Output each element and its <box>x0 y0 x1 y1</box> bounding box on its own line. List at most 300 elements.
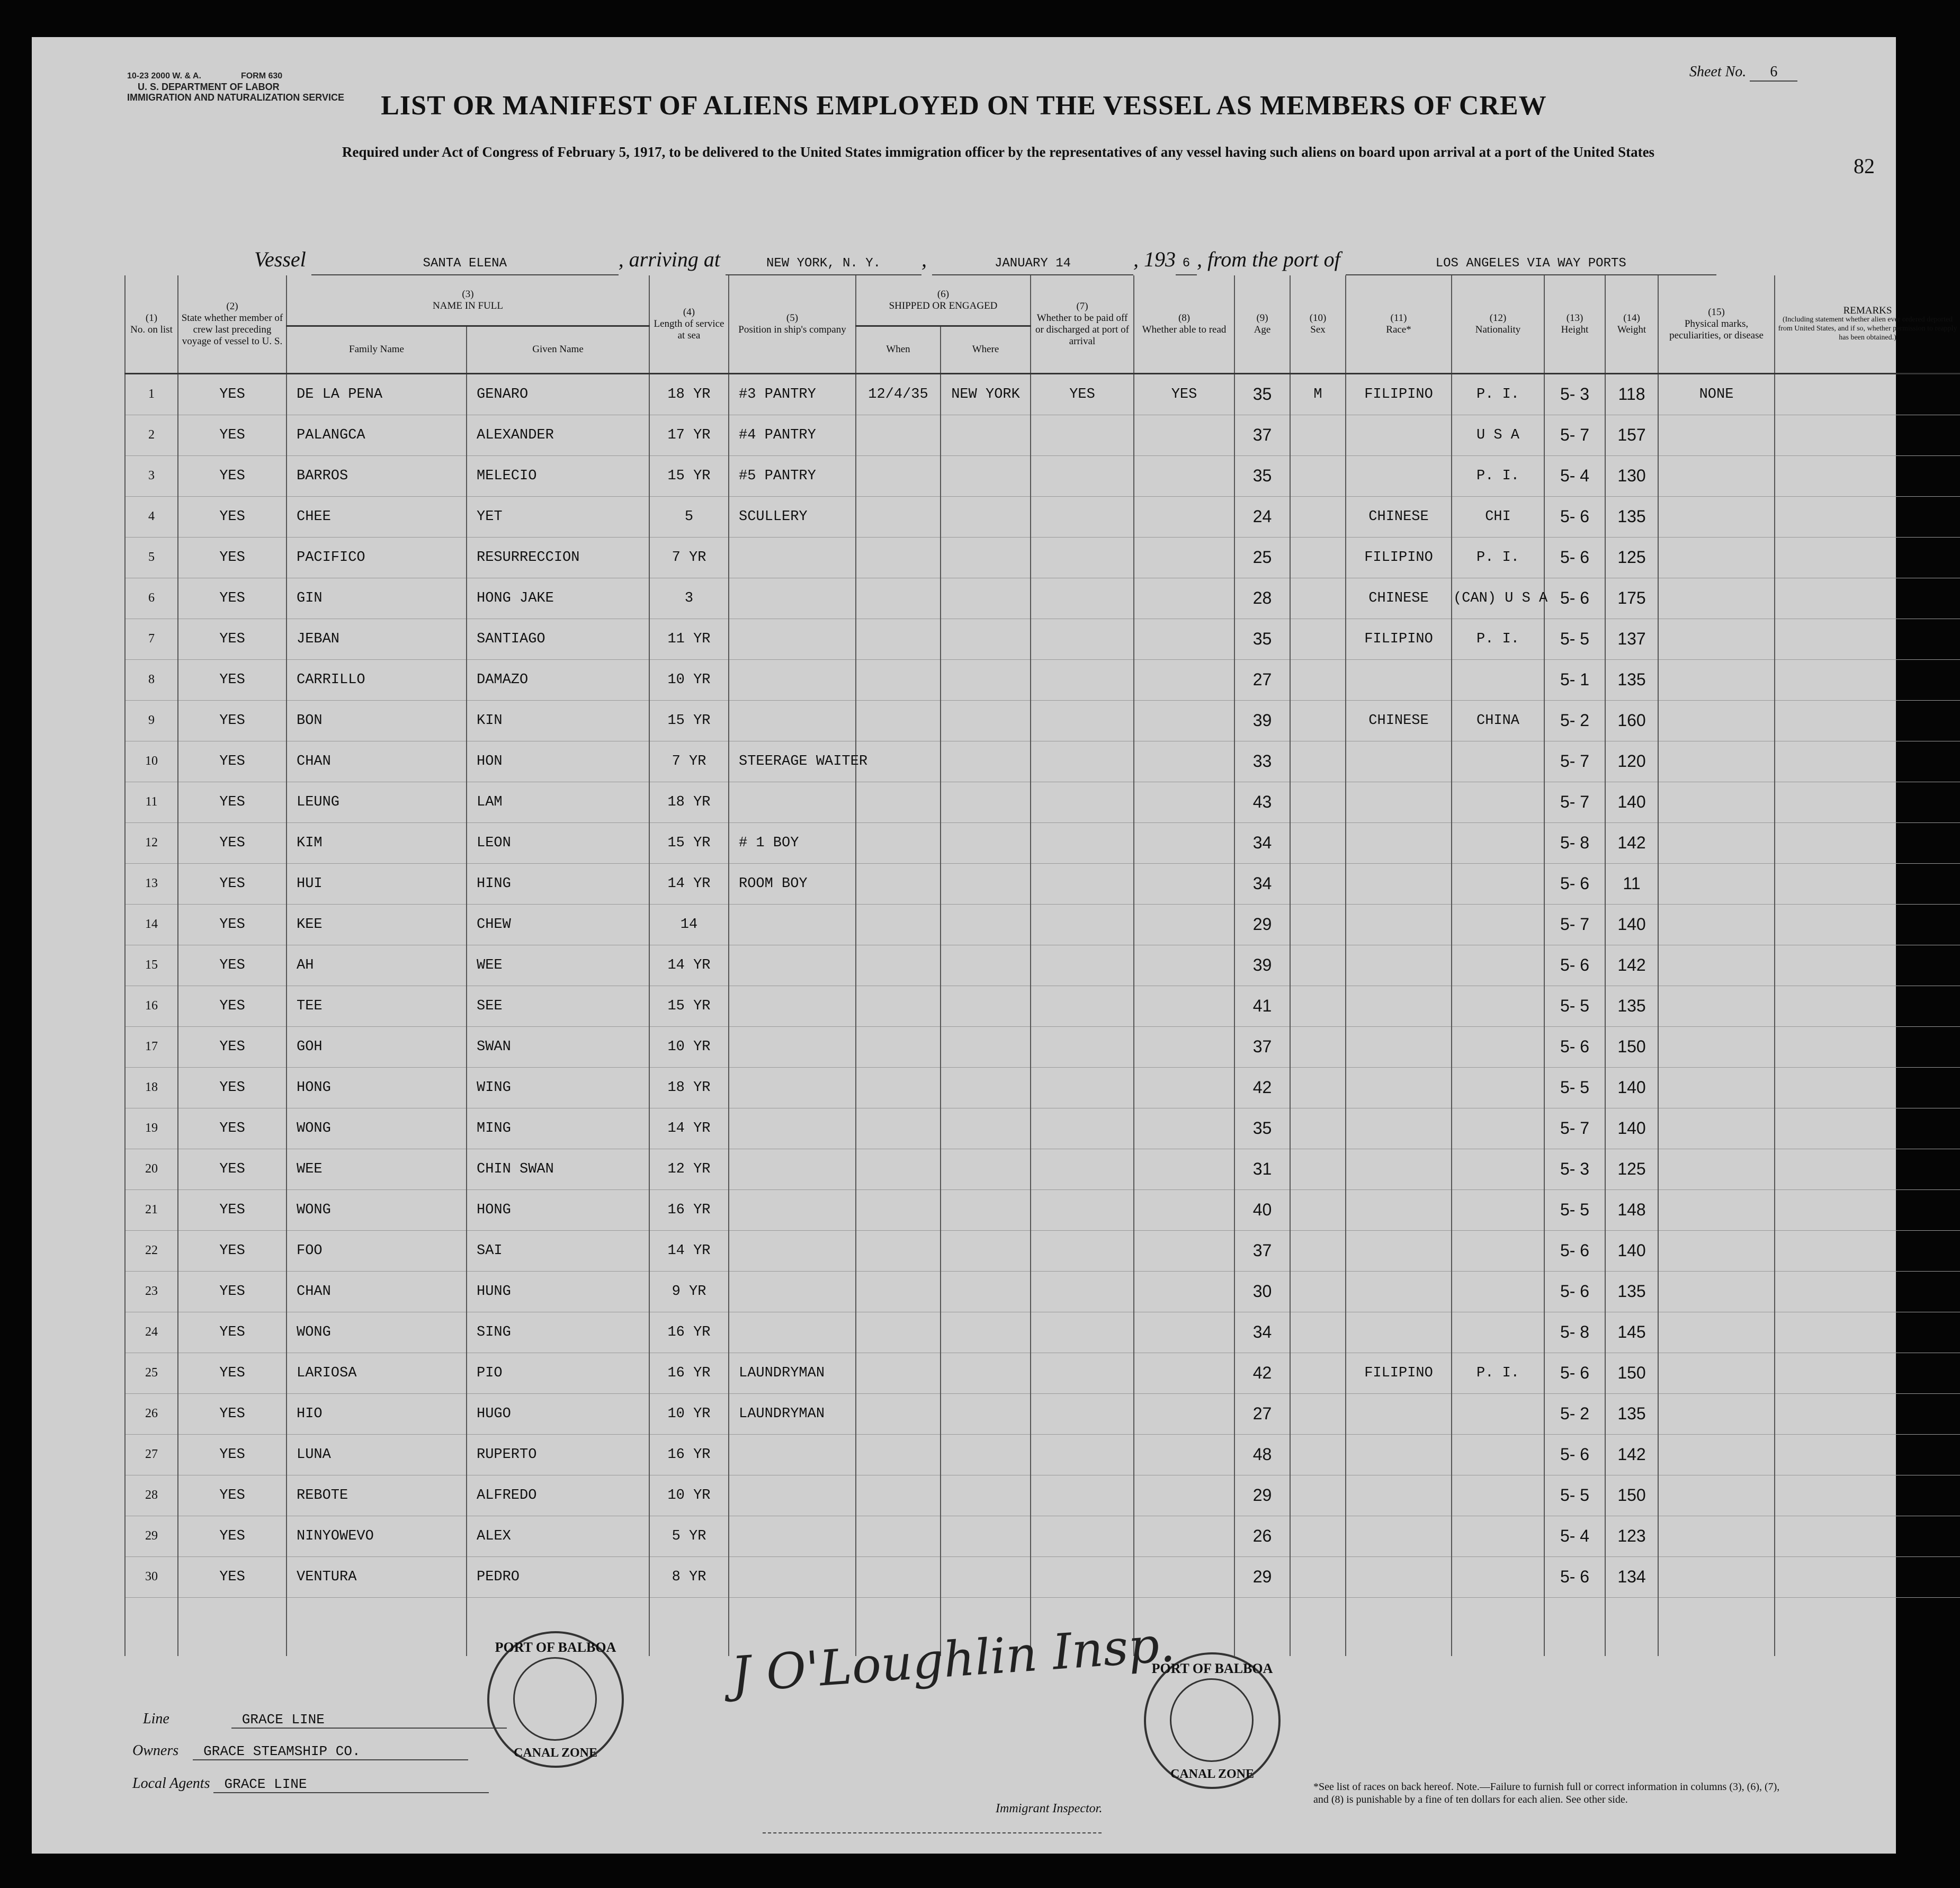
vessel-line <box>254 247 1716 275</box>
sex-cell <box>1290 945 1346 986</box>
remarks-cell <box>1775 700 1960 741</box>
shipped-where-cell <box>941 1353 1031 1393</box>
remarks-cell <box>1775 373 1960 415</box>
weight-cell: 157 <box>1605 415 1658 455</box>
age-cell: 35 <box>1234 1108 1290 1149</box>
previous-voyage-cell: YES <box>178 578 287 619</box>
service-length-cell: 16 YR <box>649 1434 729 1475</box>
sex-cell <box>1290 1189 1346 1230</box>
physical-marks-cell <box>1658 782 1775 822</box>
sex-cell <box>1290 496 1346 537</box>
given-name-cell: HING <box>467 863 649 904</box>
able-to-read-cell <box>1134 659 1234 700</box>
inspector-signature-line <box>763 1832 1102 1833</box>
header-paid-off: (7) Whether to be paid off or discharged at port of arrival <box>1031 275 1134 373</box>
shipped-where-cell <box>941 537 1031 578</box>
service-length-cell: 15 YR <box>649 455 729 496</box>
height-cell: 5- 7 <box>1544 1108 1605 1149</box>
given-name-cell: MING <box>467 1108 649 1149</box>
nationality-cell <box>1452 1271 1544 1312</box>
family-name-cell: GOH <box>287 1026 467 1067</box>
remarks-cell <box>1775 1556 1960 1597</box>
weight-cell: 135 <box>1605 986 1658 1026</box>
race-cell: FILIPINO <box>1346 619 1452 659</box>
previous-voyage-cell: YES <box>178 1067 287 1108</box>
age-cell: 26 <box>1234 1516 1290 1556</box>
nationality-cell <box>1452 1312 1544 1353</box>
table-row <box>125 1149 1960 1189</box>
year-label: , 193 <box>1133 247 1176 271</box>
able-to-read-cell <box>1134 1271 1234 1312</box>
previous-voyage-cell: YES <box>178 659 287 700</box>
previous-voyage-cell: YES <box>178 1189 287 1230</box>
able-to-read-cell <box>1134 1149 1234 1189</box>
row-number-cell: 22 <box>125 1230 178 1271</box>
table-row <box>125 1230 1960 1271</box>
table-row <box>125 741 1960 782</box>
race-cell <box>1346 1230 1452 1271</box>
family-name-cell: GIN <box>287 578 467 619</box>
given-name-cell: RUPERTO <box>467 1434 649 1475</box>
weight-cell: 140 <box>1605 1230 1658 1271</box>
blank-cell <box>125 1597 178 1656</box>
age-cell: 39 <box>1234 700 1290 741</box>
race-cell: FILIPINO <box>1346 537 1452 578</box>
sex-cell <box>1290 1067 1346 1108</box>
nationality-cell: P. I. <box>1452 373 1544 415</box>
able-to-read-cell: YES <box>1134 373 1234 415</box>
table-row <box>125 700 1960 741</box>
shipped-when-cell <box>856 455 941 496</box>
age-cell: 42 <box>1234 1353 1290 1393</box>
row-number-cell: 7 <box>125 619 178 659</box>
height-cell: 5- 6 <box>1544 1026 1605 1067</box>
shipped-when-cell <box>856 578 941 619</box>
header-sex: (10) Sex <box>1290 275 1346 373</box>
table-row <box>125 496 1960 537</box>
previous-voyage-cell: YES <box>178 1556 287 1597</box>
paid-off-cell <box>1031 537 1134 578</box>
sex-cell <box>1290 1149 1346 1189</box>
given-name-cell: SWAN <box>467 1026 649 1067</box>
shipped-where-cell <box>941 1556 1031 1597</box>
stamp-top-text: PORT OF BALBOA <box>1151 1661 1273 1676</box>
header-nationality: (12) Nationality <box>1452 275 1544 373</box>
paid-off-cell <box>1031 700 1134 741</box>
remarks-cell <box>1775 1475 1960 1516</box>
remarks-cell <box>1775 415 1960 455</box>
given-name-cell: GENARO <box>467 373 649 415</box>
nationality-cell <box>1452 1516 1544 1556</box>
service-length-cell: 16 YR <box>649 1189 729 1230</box>
physical-marks-cell <box>1658 986 1775 1026</box>
service-length-cell: 12 YR <box>649 1149 729 1189</box>
footnote: *See list of races on back hereof. Note.—Failure to furnish full or correct information in columns (3), (6), (7), and (8) is punishable by a fine of ten dollars for each alien. See other side. <box>1313 1781 1780 1805</box>
shipped-where-cell <box>941 741 1031 782</box>
paid-off-cell <box>1031 1149 1134 1189</box>
position-cell <box>729 782 856 822</box>
position-cell <box>729 986 856 1026</box>
service-length-cell: 15 YR <box>649 986 729 1026</box>
arrival-port: NEW YORK, N. Y. <box>726 256 921 275</box>
height-cell: 5- 6 <box>1544 1353 1605 1393</box>
nationality-cell <box>1452 904 1544 945</box>
able-to-read-cell <box>1134 1434 1234 1475</box>
position-cell <box>729 1189 856 1230</box>
given-name-cell: SING <box>467 1312 649 1353</box>
row-number-cell: 4 <box>125 496 178 537</box>
family-name-cell: HONG <box>287 1067 467 1108</box>
vessel-name: SANTA ELENA <box>311 256 619 275</box>
race-cell <box>1346 1067 1452 1108</box>
blank-cell <box>1452 1597 1544 1656</box>
height-cell: 5- 6 <box>1544 863 1605 904</box>
balboa-stamp <box>1144 1652 1281 1789</box>
position-cell: LAUNDRYMAN <box>729 1353 856 1393</box>
weight-cell: 150 <box>1605 1353 1658 1393</box>
able-to-read-cell <box>1134 1108 1234 1149</box>
previous-voyage-cell: YES <box>178 863 287 904</box>
paid-off-cell <box>1031 1230 1134 1271</box>
weight-cell: 135 <box>1605 659 1658 700</box>
age-cell: 27 <box>1234 659 1290 700</box>
service: IMMIGRATION AND NATURALIZATION SERVICE <box>127 92 344 103</box>
weight-cell: 140 <box>1605 904 1658 945</box>
nationality-cell <box>1452 1149 1544 1189</box>
blank-cell <box>1544 1597 1605 1656</box>
position-cell <box>729 1312 856 1353</box>
service-length-cell: 14 YR <box>649 945 729 986</box>
position-cell: #5 PANTRY <box>729 455 856 496</box>
race-cell <box>1346 1434 1452 1475</box>
shipped-where-cell <box>941 1189 1031 1230</box>
given-name-cell: ALFREDO <box>467 1475 649 1516</box>
nationality-cell: CHI <box>1452 496 1544 537</box>
shipped-when-cell <box>856 1434 941 1475</box>
able-to-read-cell <box>1134 782 1234 822</box>
position-cell <box>729 1026 856 1067</box>
previous-voyage-cell: YES <box>178 1434 287 1475</box>
height-cell: 5- 6 <box>1544 537 1605 578</box>
given-name-cell: SEE <box>467 986 649 1026</box>
age-cell: 33 <box>1234 741 1290 782</box>
age-cell: 37 <box>1234 415 1290 455</box>
shipped-where-cell: NEW YORK <box>941 373 1031 415</box>
remarks-cell <box>1775 1516 1960 1556</box>
previous-voyage-cell: YES <box>178 986 287 1026</box>
remarks-cell <box>1775 1026 1960 1067</box>
paid-off-cell <box>1031 741 1134 782</box>
sex-cell <box>1290 659 1346 700</box>
blank-cell <box>1290 1597 1346 1656</box>
age-cell: 42 <box>1234 1067 1290 1108</box>
service-length-cell: 18 YR <box>649 782 729 822</box>
row-number-cell: 27 <box>125 1434 178 1475</box>
paid-off-cell <box>1031 1475 1134 1516</box>
given-name-cell: LEON <box>467 822 649 863</box>
physical-marks-cell <box>1658 537 1775 578</box>
able-to-read-cell <box>1134 1516 1234 1556</box>
age-cell: 30 <box>1234 1271 1290 1312</box>
family-name-cell: CHAN <box>287 1271 467 1312</box>
header-when: When <box>856 326 941 373</box>
paid-off-cell <box>1031 986 1134 1026</box>
weight-cell: 125 <box>1605 1149 1658 1189</box>
owners-value: GRACE STEAMSHIP CO. <box>193 1743 468 1760</box>
shipped-when-cell <box>856 1271 941 1312</box>
sheet-label: Sheet No. <box>1689 64 1747 80</box>
height-cell: 5- 4 <box>1544 455 1605 496</box>
previous-voyage-cell: YES <box>178 741 287 782</box>
row-number-cell: 16 <box>125 986 178 1026</box>
shipped-where-cell <box>941 945 1031 986</box>
given-name-cell: CHEW <box>467 904 649 945</box>
nationality-cell: U S A <box>1452 415 1544 455</box>
nationality-cell <box>1452 659 1544 700</box>
paid-off-cell <box>1031 822 1134 863</box>
shipped-when-cell <box>856 619 941 659</box>
paid-off-cell <box>1031 1067 1134 1108</box>
row-number-cell: 8 <box>125 659 178 700</box>
header-no: (1) No. on list <box>125 275 178 373</box>
given-name-cell: HUNG <box>467 1271 649 1312</box>
physical-marks-cell <box>1658 863 1775 904</box>
physical-marks-cell <box>1658 741 1775 782</box>
crew-rows <box>125 373 1960 1656</box>
service-length-cell: 18 YR <box>649 373 729 415</box>
service-length-cell: 14 YR <box>649 1230 729 1271</box>
weight-cell: 175 <box>1605 578 1658 619</box>
position-cell: LAUNDRYMAN <box>729 1393 856 1434</box>
position-cell <box>729 1516 856 1556</box>
shipped-when-cell <box>856 659 941 700</box>
race-cell <box>1346 455 1452 496</box>
table-row <box>125 782 1960 822</box>
family-name-cell: CHEE <box>287 496 467 537</box>
weight-cell: 142 <box>1605 1434 1658 1475</box>
balboa-stamp <box>487 1631 624 1768</box>
given-name-cell: CHIN SWAN <box>467 1149 649 1189</box>
row-number-cell: 14 <box>125 904 178 945</box>
able-to-read-cell <box>1134 822 1234 863</box>
physical-marks-cell <box>1658 1189 1775 1230</box>
shipped-when-cell <box>856 496 941 537</box>
sex-cell <box>1290 1475 1346 1516</box>
row-number-cell: 5 <box>125 537 178 578</box>
remarks-cell <box>1775 741 1960 782</box>
row-number-cell: 21 <box>125 1189 178 1230</box>
previous-voyage-cell: YES <box>178 1516 287 1556</box>
height-cell: 5- 7 <box>1544 904 1605 945</box>
stamp-center <box>1170 1678 1254 1762</box>
position-cell: #3 PANTRY <box>729 373 856 415</box>
race-cell <box>1346 1271 1452 1312</box>
shipped-where-cell <box>941 1271 1031 1312</box>
height-cell: 5- 6 <box>1544 1434 1605 1475</box>
remarks-cell <box>1775 537 1960 578</box>
nationality-cell: P. I. <box>1452 537 1544 578</box>
table-row <box>125 1026 1960 1067</box>
shipped-where-cell <box>941 782 1031 822</box>
header-where: Where <box>941 326 1031 373</box>
inspector-label: Immigrant Inspector. <box>996 1802 1103 1815</box>
sex-cell <box>1290 822 1346 863</box>
shipped-when-cell <box>856 1475 941 1516</box>
family-name-cell: WONG <box>287 1312 467 1353</box>
nationality-cell <box>1452 1556 1544 1597</box>
weight-cell: 148 <box>1605 1189 1658 1230</box>
paid-off-cell: YES <box>1031 373 1134 415</box>
height-cell: 5- 8 <box>1544 822 1605 863</box>
paid-off-cell <box>1031 782 1134 822</box>
department: U. S. DEPARTMENT OF LABOR <box>138 82 280 92</box>
position-cell <box>729 1475 856 1516</box>
race-cell <box>1346 863 1452 904</box>
weight-cell: 130 <box>1605 455 1658 496</box>
row-number-cell: 12 <box>125 822 178 863</box>
table-row <box>125 455 1960 496</box>
shipped-where-cell <box>941 415 1031 455</box>
separator: , <box>921 247 927 271</box>
service-length-cell: 15 YR <box>649 700 729 741</box>
header-age: (9) Age <box>1234 275 1290 373</box>
sex-cell <box>1290 1353 1346 1393</box>
shipped-when-cell <box>856 863 941 904</box>
header-marks: (15) Physical marks, peculiarities, or disease <box>1658 275 1775 373</box>
race-cell: CHINESE <box>1346 578 1452 619</box>
age-cell: 31 <box>1234 1149 1290 1189</box>
nationality-cell <box>1452 1108 1544 1149</box>
family-name-cell: NINYOWEVO <box>287 1516 467 1556</box>
sex-cell <box>1290 700 1346 741</box>
row-number-cell: 11 <box>125 782 178 822</box>
weight-cell: 150 <box>1605 1475 1658 1516</box>
race-cell <box>1346 1516 1452 1556</box>
row-number-cell: 26 <box>125 1393 178 1434</box>
table-row <box>125 1556 1960 1597</box>
given-name-cell: LAM <box>467 782 649 822</box>
shipped-where-cell <box>941 986 1031 1026</box>
physical-marks-cell <box>1658 1475 1775 1516</box>
stamp-bottom-text: CANAL ZONE <box>1170 1767 1255 1781</box>
age-cell: 27 <box>1234 1393 1290 1434</box>
service-length-cell: 10 YR <box>649 1393 729 1434</box>
given-name-cell: SAI <box>467 1230 649 1271</box>
row-number-cell: 9 <box>125 700 178 741</box>
header-weight: (14) Weight <box>1605 275 1658 373</box>
crew-table <box>124 275 1960 1656</box>
service-length-cell: 18 YR <box>649 1067 729 1108</box>
sex-cell <box>1290 1026 1346 1067</box>
paid-off-cell <box>1031 863 1134 904</box>
table-row <box>125 1475 1960 1516</box>
stamp-center <box>513 1657 597 1741</box>
table-row <box>125 415 1960 455</box>
physical-marks-cell <box>1658 496 1775 537</box>
stamp-top-text: PORT OF BALBOA <box>495 1640 616 1655</box>
row-number-cell: 13 <box>125 863 178 904</box>
table-row <box>125 1393 1960 1434</box>
age-cell: 35 <box>1234 373 1290 415</box>
remarks-cell <box>1775 619 1960 659</box>
given-name-cell: HON <box>467 741 649 782</box>
physical-marks-cell <box>1658 945 1775 986</box>
nationality-cell: CHINA <box>1452 700 1544 741</box>
family-name-cell: REBOTE <box>287 1475 467 1516</box>
service-length-cell: 5 YR <box>649 1516 729 1556</box>
table-row <box>125 1312 1960 1353</box>
row-number-cell: 25 <box>125 1353 178 1393</box>
remarks-cell <box>1775 904 1960 945</box>
service-length-cell: 17 YR <box>649 415 729 455</box>
sex-cell <box>1290 741 1346 782</box>
row-number-cell: 18 <box>125 1067 178 1108</box>
service-length-cell: 5 <box>649 496 729 537</box>
shipped-where-cell <box>941 1026 1031 1067</box>
able-to-read-cell <box>1134 1312 1234 1353</box>
given-name-cell: YET <box>467 496 649 537</box>
weight-cell: 140 <box>1605 782 1658 822</box>
shipped-when-cell <box>856 537 941 578</box>
service-length-cell: 14 YR <box>649 1108 729 1149</box>
race-cell <box>1346 1475 1452 1516</box>
remarks-cell <box>1775 1067 1960 1108</box>
previous-voyage-cell: YES <box>178 1230 287 1271</box>
sheet-value: 6 <box>1750 64 1797 82</box>
service-length-cell: 7 YR <box>649 537 729 578</box>
height-cell: 5- 6 <box>1544 496 1605 537</box>
previous-voyage-cell: YES <box>178 1149 287 1189</box>
able-to-read-cell <box>1134 619 1234 659</box>
position-cell <box>729 578 856 619</box>
paid-off-cell <box>1031 1271 1134 1312</box>
age-cell: 43 <box>1234 782 1290 822</box>
row-number-cell: 3 <box>125 455 178 496</box>
nationality-cell <box>1452 986 1544 1026</box>
shipped-when-cell <box>856 1067 941 1108</box>
shipped-where-cell <box>941 659 1031 700</box>
paid-off-cell <box>1031 455 1134 496</box>
service-length-cell: 14 <box>649 904 729 945</box>
able-to-read-cell <box>1134 1067 1234 1108</box>
given-name-cell: WING <box>467 1067 649 1108</box>
able-to-read-cell <box>1134 537 1234 578</box>
blank-cell <box>178 1597 287 1656</box>
header-race: (11) Race* <box>1346 275 1452 373</box>
able-to-read-cell <box>1134 1189 1234 1230</box>
weight-cell: 135 <box>1605 496 1658 537</box>
row-number-cell: 20 <box>125 1149 178 1189</box>
nationality-cell <box>1452 1475 1544 1516</box>
table-row <box>125 1271 1960 1312</box>
shipped-where-cell <box>941 1149 1031 1189</box>
race-cell <box>1346 1026 1452 1067</box>
family-name-cell: TEE <box>287 986 467 1026</box>
table-row <box>125 578 1960 619</box>
weight-cell: 135 <box>1605 1393 1658 1434</box>
family-name-cell: VENTURA <box>287 1556 467 1597</box>
race-cell <box>1346 1189 1452 1230</box>
header-read: (8) Whether able to read <box>1134 275 1234 373</box>
paid-off-cell <box>1031 578 1134 619</box>
remarks-cell <box>1775 1271 1960 1312</box>
age-cell: 39 <box>1234 945 1290 986</box>
height-cell: 5- 5 <box>1544 1067 1605 1108</box>
position-cell <box>729 659 856 700</box>
row-number-cell: 28 <box>125 1475 178 1516</box>
able-to-read-cell <box>1134 455 1234 496</box>
physical-marks-cell <box>1658 1353 1775 1393</box>
